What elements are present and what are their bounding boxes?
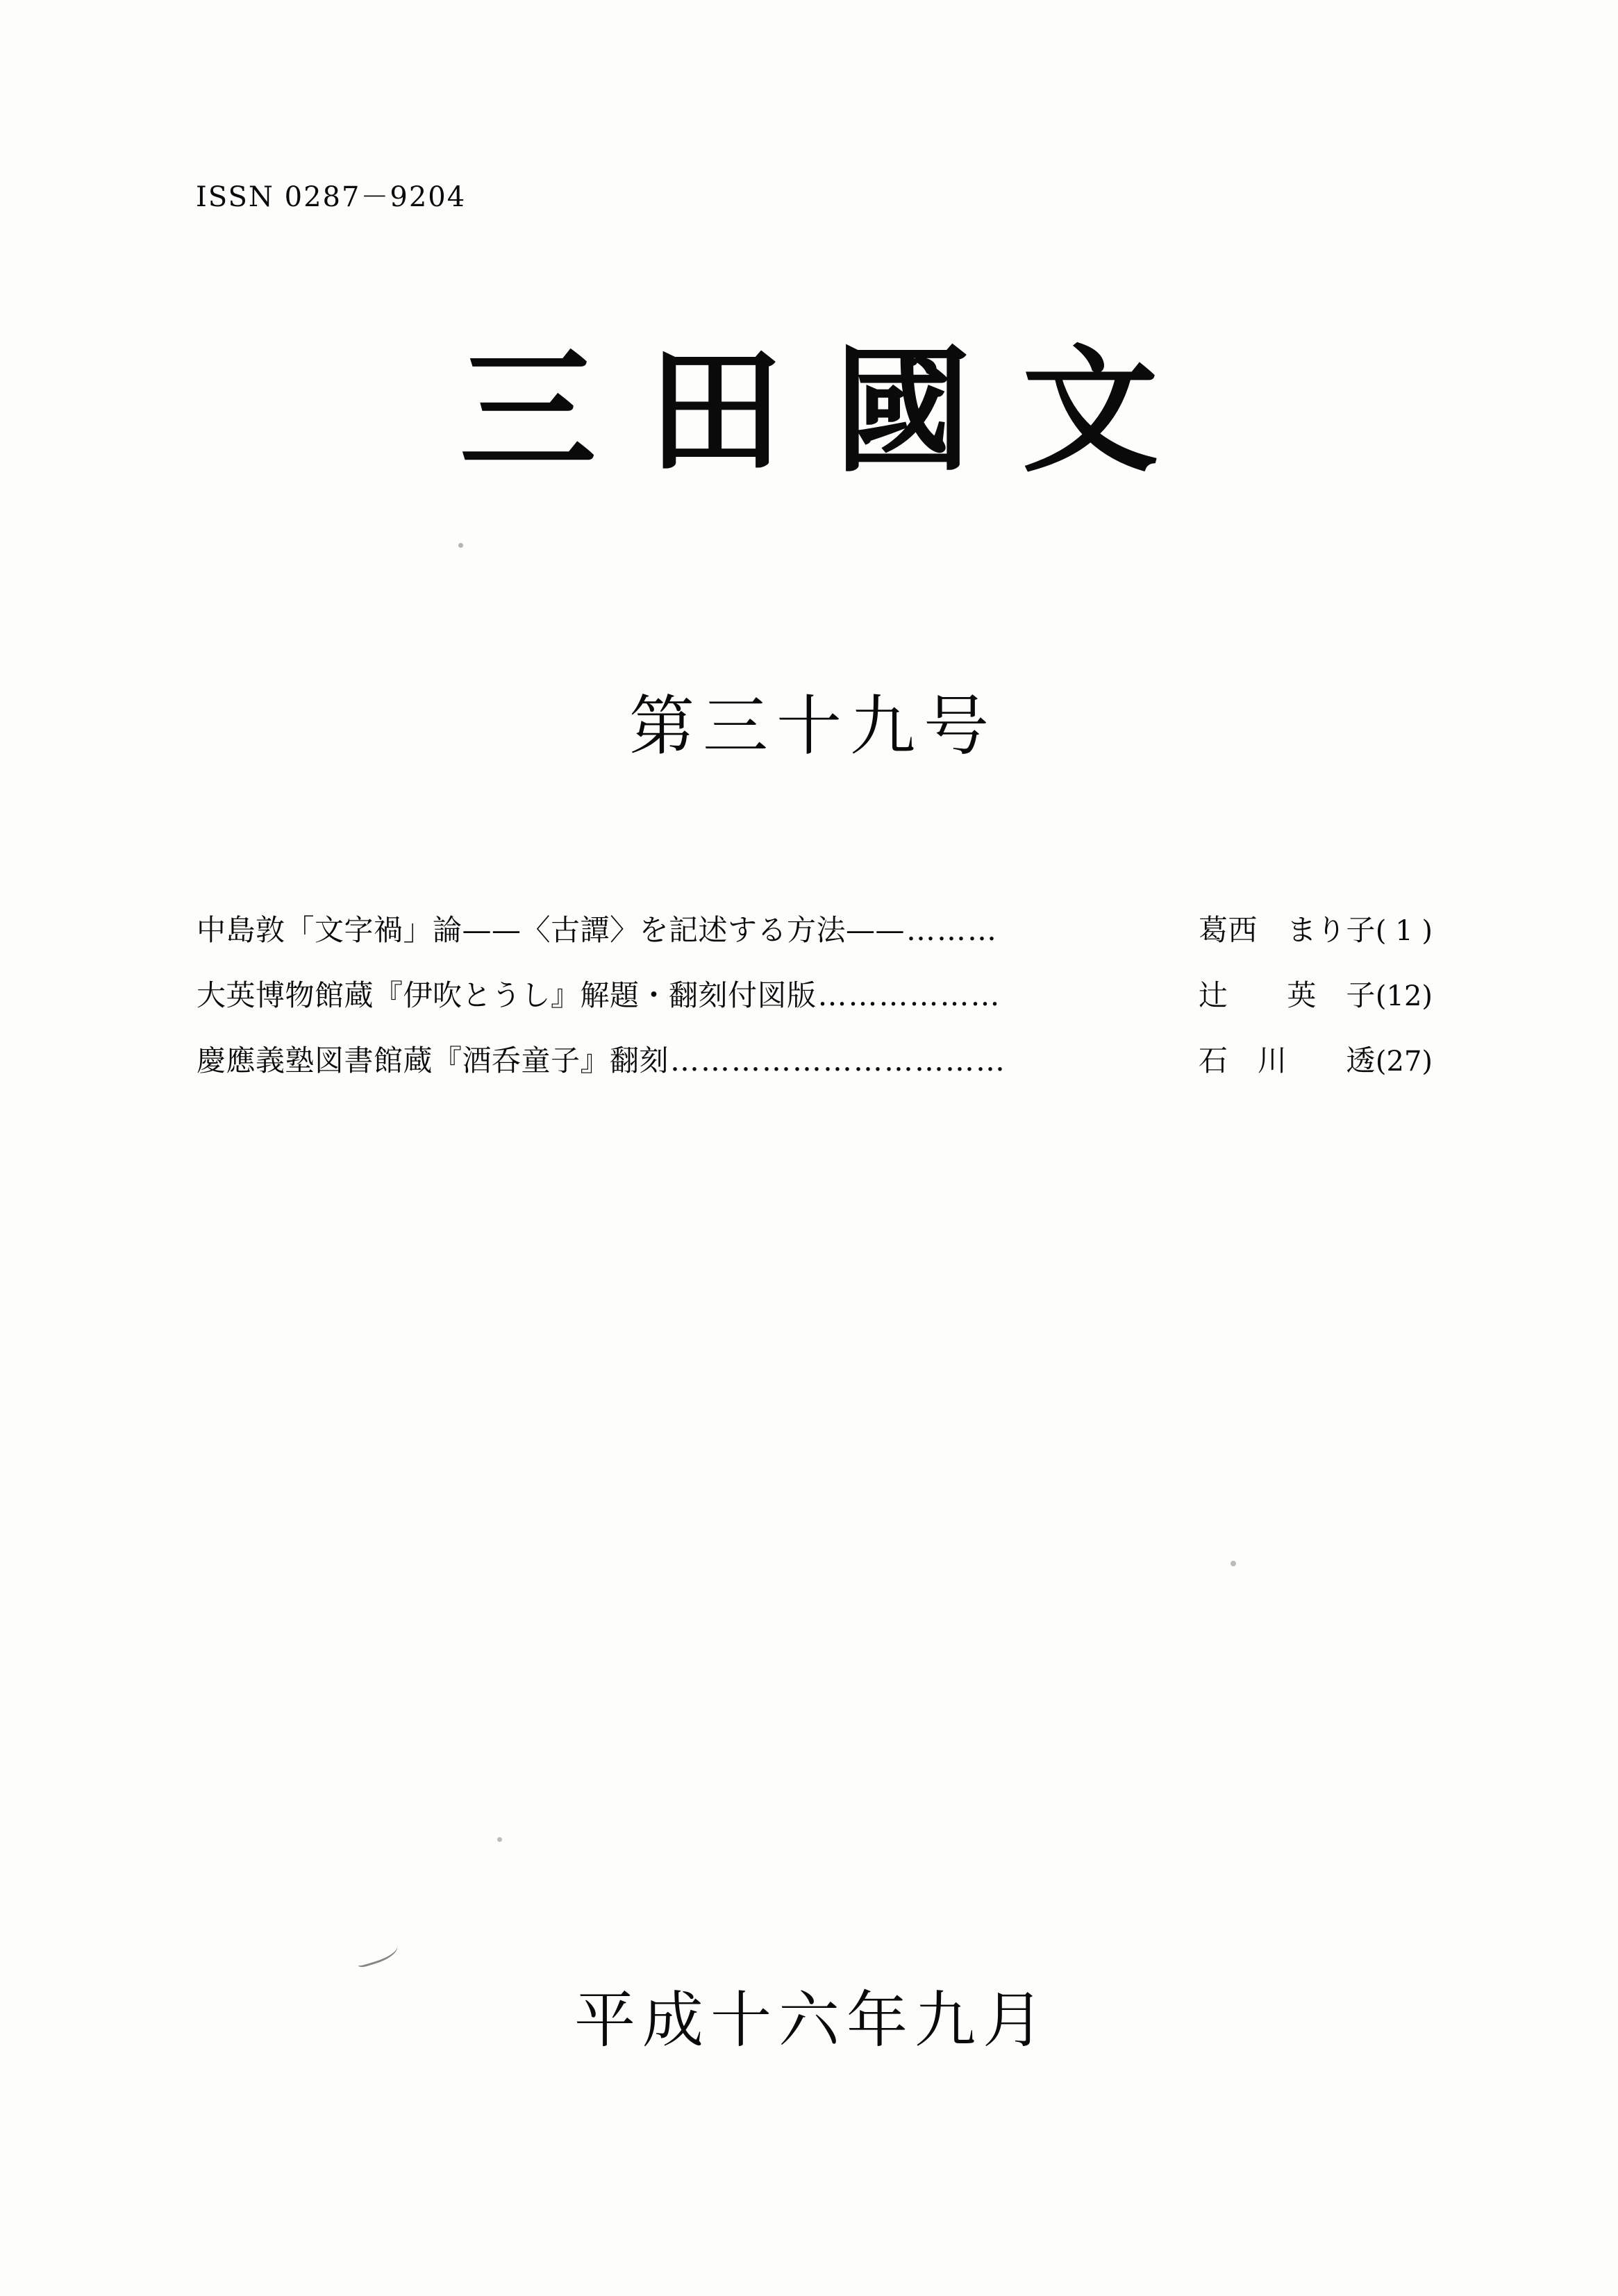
scan-speck	[497, 1837, 502, 1842]
toc-entry	[197, 911, 1433, 950]
toc-entry-leader: ………………	[817, 978, 1001, 1012]
scan-speck	[1231, 1561, 1236, 1566]
toc-entry-author: 石 川 透	[1198, 1043, 1376, 1078]
toc-entry-leader: ………	[906, 913, 999, 947]
journal-title: 三田國文	[459, 331, 1210, 491]
toc-entry-author: 葛西 まり子	[1198, 913, 1376, 947]
toc-entry	[197, 1041, 1433, 1080]
toc-entry-title: 大英博物館蔵『伊吹とうし』解題・翻刻付図版	[197, 978, 817, 1012]
scan-pen-mark	[354, 1939, 401, 1968]
toc-entry-page: (27)	[1375, 1045, 1433, 1078]
toc-entry	[197, 976, 1433, 1015]
toc-entry-leader: ……………………………	[670, 1043, 1007, 1078]
toc-entry-page: (12)	[1375, 980, 1433, 1012]
toc-entry-author: 辻 英 子	[1198, 978, 1376, 1012]
toc-entry-page: ( 1 )	[1375, 915, 1433, 947]
publication-date: 平成十六年九月	[574, 1984, 1051, 2056]
toc-entry-title: 中島敦「文字禍」論——〈古譚〉を記述する方法——	[197, 913, 906, 947]
issue-number: 第三十九号	[628, 689, 997, 764]
toc-entry-title: 慶應義塾図書館蔵『酒呑童子』翻刻	[197, 1043, 669, 1078]
scan-speck	[458, 543, 463, 548]
table-of-contents	[197, 911, 1433, 1106]
issn-text: ISSN 0287－9204	[196, 181, 467, 213]
